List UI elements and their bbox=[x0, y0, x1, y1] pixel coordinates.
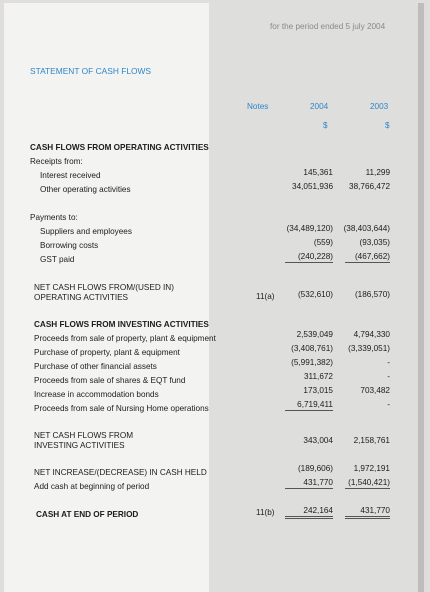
operating-heading: CASH FLOWS FROM OPERATING ACTIVITIES bbox=[30, 143, 209, 152]
net-increase-label: NET INCREASE/(DECREASE) IN CASH HELD bbox=[34, 468, 207, 477]
investing-item-2003: 4,794,330 bbox=[353, 330, 390, 339]
payment-2003: (38,403,644) bbox=[343, 224, 390, 233]
add-cash-2004: 431,770 bbox=[285, 478, 333, 489]
investing-net-2003: 2,158,761 bbox=[353, 436, 390, 445]
page-edge bbox=[418, 3, 424, 592]
investing-item-2004: 2,539,049 bbox=[296, 330, 333, 339]
payment-2004: (34,489,120) bbox=[286, 224, 333, 233]
payment-2004: (240,228) bbox=[285, 252, 333, 263]
receipts-label: Receipts from: bbox=[30, 157, 83, 166]
investing-item-2003: - bbox=[387, 372, 390, 381]
investing-item-2004: 311,672 bbox=[304, 372, 333, 381]
add-cash-label: Add cash at beginning of period bbox=[34, 482, 150, 491]
net-increase-2003: 1,972,191 bbox=[353, 464, 390, 473]
cash-end-note: 11(b) bbox=[256, 508, 275, 517]
payment-2004: (559) bbox=[313, 238, 333, 247]
investing-net-label: NET CASH FLOWS FROM bbox=[34, 431, 134, 440]
notes-column-header: Notes bbox=[247, 102, 269, 111]
operating-net-label: OPERATING ACTIVITIES bbox=[34, 293, 129, 302]
investing-item-2003: (3,339,051) bbox=[348, 344, 390, 353]
receipt-label: Interest received bbox=[40, 171, 101, 180]
investing-heading: CASH FLOWS FROM INVESTING ACTIVITIES bbox=[34, 320, 209, 329]
investing-item-2004: 173,015 bbox=[303, 386, 333, 395]
statement-page bbox=[4, 3, 424, 592]
payments-label: Payments to: bbox=[30, 213, 78, 222]
investing-item-label: Proceeds from sale of property, plant & equipment bbox=[34, 334, 216, 343]
cash-end-2004: 242,164 bbox=[285, 506, 333, 519]
currency-2003: $ bbox=[385, 121, 390, 130]
payment-label: Borrowing costs bbox=[40, 241, 99, 250]
operating-net-label: NET CASH FLOWS FROM/(USED IN) bbox=[34, 283, 174, 292]
net-increase-2004: (189,606) bbox=[297, 464, 333, 473]
investing-net-2004: 343,004 bbox=[303, 436, 333, 445]
payment-label: GST paid bbox=[40, 255, 75, 264]
investing-item-label: Purchase of property, plant & equipment bbox=[34, 348, 180, 357]
period-header: for the period ended 5 july 2004 bbox=[270, 22, 386, 31]
investing-item-2003: - bbox=[387, 358, 390, 367]
cash-end-label: CASH AT END OF PERIOD bbox=[36, 510, 139, 519]
year-2003-header: 2003 bbox=[370, 102, 389, 111]
operating-net-2003: (186,570) bbox=[354, 290, 390, 299]
page-title: STATEMENT OF CASH FLOWS bbox=[30, 66, 151, 76]
investing-item-2003: - bbox=[387, 400, 390, 409]
investing-item-2004: (3,408,761) bbox=[291, 344, 333, 353]
add-cash-2003: (1,540,421) bbox=[345, 478, 390, 489]
investing-item-label: Purchase of other financial assets bbox=[34, 362, 157, 371]
payment-2003: (93,035) bbox=[359, 238, 390, 247]
receipt-2004: 34,051,936 bbox=[292, 182, 333, 191]
investing-item-2003: 703,482 bbox=[360, 386, 390, 395]
investing-item-label: Proceeds from sale of Nursing Home operations bbox=[34, 404, 209, 413]
operating-net-2004: (532,610) bbox=[297, 290, 333, 299]
payment-label: Suppliers and employees bbox=[40, 227, 132, 236]
investing-item-2004: 6,719,411 bbox=[285, 400, 333, 411]
investing-item-label: Proceeds from sale of shares & EQT fund bbox=[34, 376, 186, 385]
receipt-label: Other operating activities bbox=[40, 185, 131, 194]
receipt-2004: 145,361 bbox=[303, 168, 333, 177]
currency-2004: $ bbox=[323, 121, 328, 130]
investing-item-2004: (5,991,382) bbox=[291, 358, 333, 367]
year-2004-header: 2004 bbox=[310, 102, 329, 111]
receipt-2003: 38,766,472 bbox=[349, 182, 390, 191]
operating-net-note: 11(a) bbox=[256, 292, 275, 301]
investing-net-label: INVESTING ACTIVITIES bbox=[34, 441, 125, 450]
receipt-2003: 11,299 bbox=[365, 168, 390, 177]
investing-item-label: Increase in accommodation bonds bbox=[34, 390, 159, 399]
payment-2003: (467,662) bbox=[345, 252, 390, 263]
cash-end-2003: 431,770 bbox=[345, 506, 390, 519]
